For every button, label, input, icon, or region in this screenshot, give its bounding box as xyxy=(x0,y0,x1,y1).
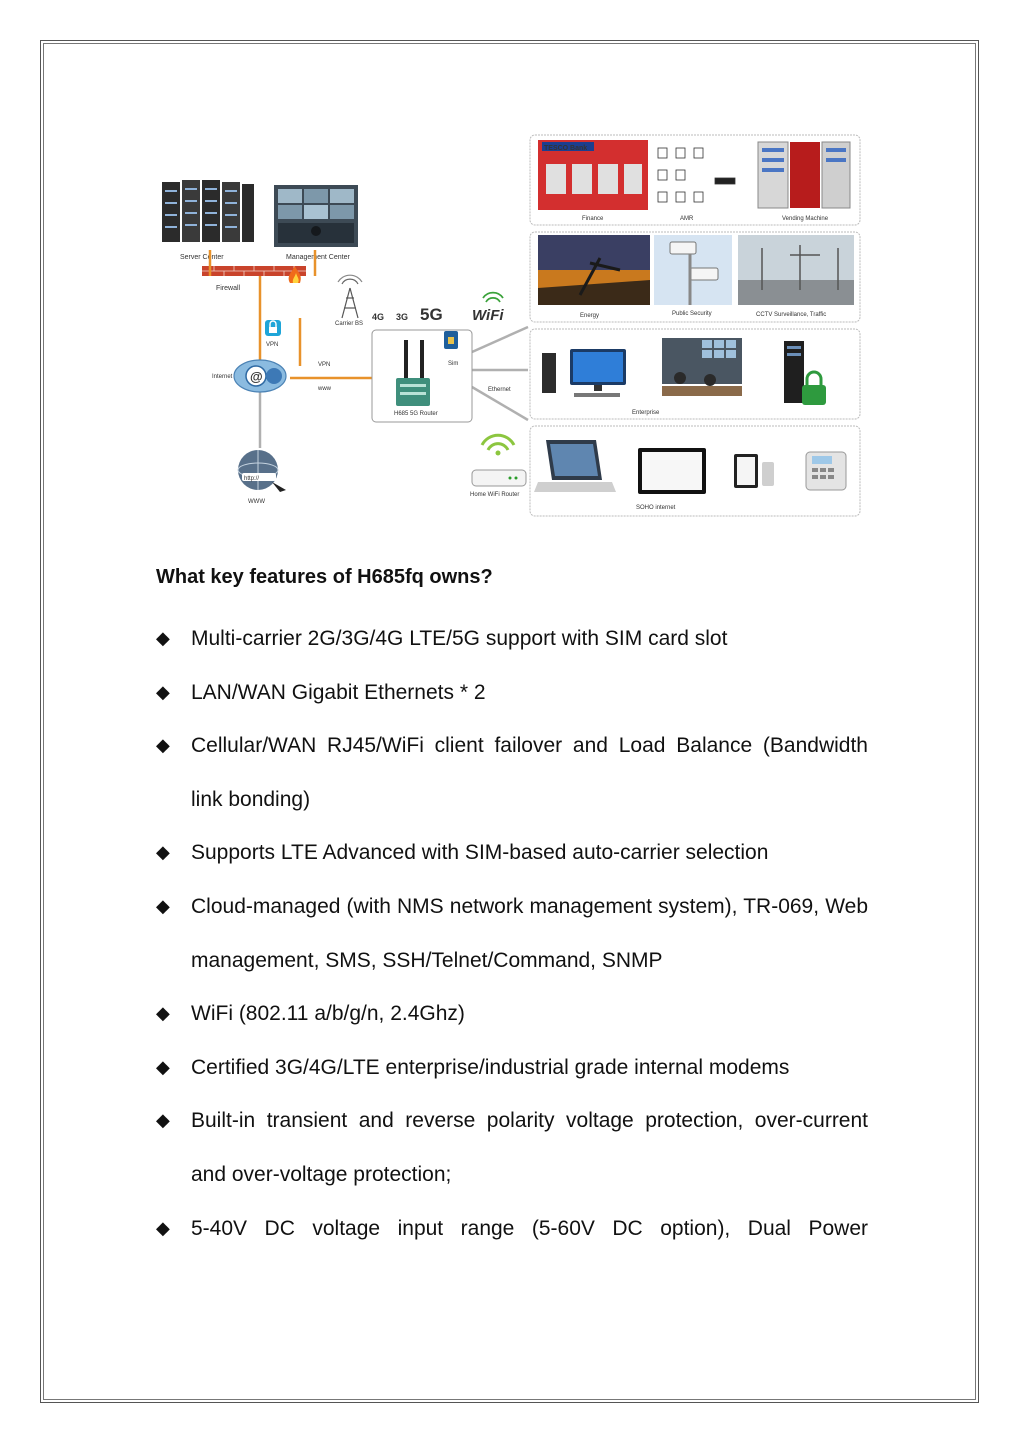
vending-machine-image xyxy=(758,142,850,208)
vpn-lock-icon xyxy=(265,320,281,336)
label-firewall: Firewall xyxy=(216,285,241,292)
feature-text: Multi-carrier 2G/3G/4G LTE/5G support with SIM card slot xyxy=(191,627,728,650)
bullet-diamond-icon: ◆ xyxy=(156,842,170,863)
feature-item xyxy=(156,1041,868,1095)
bullet-diamond-icon: ◆ xyxy=(156,1217,170,1238)
internet-globe-icon xyxy=(234,360,286,392)
panel-soho-item-0: SOHO internet xyxy=(636,505,676,511)
sim-card-icon xyxy=(444,331,458,349)
bullet-diamond-icon: ◆ xyxy=(156,1003,170,1024)
feature-item xyxy=(156,1094,868,1201)
feature-item xyxy=(156,1202,868,1256)
bullet-diamond-icon: ◆ xyxy=(156,1110,170,1131)
label-management-center: Management Center xyxy=(286,254,350,261)
feature-text: Cellular/WAN RJ45/WiFi client failover and Load Balance (Bandwidth link bonding) xyxy=(191,734,868,811)
svg-text:@: @ xyxy=(250,369,263,384)
feature-text: Built-in transient and reverse polarity voltage protection, over-current and over-voltage protection; xyxy=(191,1109,868,1186)
feature-item xyxy=(156,666,868,720)
svg-text:http://: http:// xyxy=(244,476,260,482)
feature-item xyxy=(156,987,868,1041)
soho-monitor-image xyxy=(638,448,706,494)
label-www-line: www xyxy=(318,386,331,392)
www-globe-icon xyxy=(238,450,286,492)
enterprise-office-image xyxy=(662,338,742,396)
public-security-image xyxy=(654,235,732,305)
feature-text: 5-40V DC voltage input range (5-60V DC option), Dual Power xyxy=(191,1216,868,1240)
feature-text: LAN/WAN Gigabit Ethernets * 2 xyxy=(191,680,486,704)
label-server-center: Server Center xyxy=(180,254,224,261)
wifi-badge-icon xyxy=(483,293,503,302)
feature-text: WiFi (802.11 a/b/g/n, 2.4Ghz) xyxy=(191,1002,465,1026)
management-center-image xyxy=(274,185,358,247)
feature-item xyxy=(156,719,868,826)
panel-enterprise-item-0: Enterprise xyxy=(632,410,660,416)
bullet-diamond-icon: ◆ xyxy=(156,735,170,756)
feature-item xyxy=(156,612,868,666)
badge-3g: 3G xyxy=(396,312,409,322)
feature-list xyxy=(156,612,868,1255)
badge-wifi: WiFi xyxy=(472,307,504,324)
label-carrier-bs: Carrier BS xyxy=(335,321,364,327)
network-diagram xyxy=(150,130,865,522)
features-heading: What key features of H685fq owns? xyxy=(156,566,493,588)
label-www: WWW xyxy=(248,499,265,505)
firewall-image xyxy=(202,266,306,283)
soho-phone-device-image xyxy=(806,452,846,490)
panel-finance-item-1: AMR xyxy=(680,216,694,222)
server-center-image xyxy=(162,180,254,242)
label-ethernet: Ethernet xyxy=(488,387,511,393)
home-wifi-router-image xyxy=(472,435,526,486)
panel-energy-item-1: Public Security xyxy=(672,311,712,317)
finance-image xyxy=(538,140,648,210)
carrier-tower-icon xyxy=(338,275,362,318)
feature-text: Cloud-managed (with NMS network management system), TR-069, Web management, SMS, SSH/Telnet/Command, SNMP xyxy=(191,894,868,972)
feature-item xyxy=(156,880,868,987)
bullet-diamond-icon: ◆ xyxy=(156,628,170,648)
label-vpn-line: VPN xyxy=(318,362,331,368)
bullet-diamond-icon: ◆ xyxy=(156,681,170,702)
bullet-diamond-icon: ◆ xyxy=(156,1056,170,1077)
label-home-wifi-router: Home WiFi Router xyxy=(470,492,520,498)
panel-energy-item-2: CCTV Surveillance, Traffic xyxy=(756,312,827,318)
label-vpn-top: VPN xyxy=(266,342,279,348)
energy-image xyxy=(538,235,650,305)
badge-5g: 5G xyxy=(420,305,443,324)
bullet-diamond-icon: ◆ xyxy=(156,895,170,916)
brand-text: TESCO Bank xyxy=(544,145,588,152)
cctv-surveillance-image xyxy=(738,235,854,305)
feature-text: Certified 3G/4G/LTE enterprise/industrial grade internal modems xyxy=(191,1055,790,1079)
badge-4g: 4G xyxy=(372,312,385,322)
feature-item xyxy=(156,826,868,880)
panel-energy-item-0: Energy xyxy=(580,313,600,319)
panel-finance-item-0: Finance xyxy=(582,216,604,222)
label-router: H685 5G Router xyxy=(394,411,438,417)
panel-finance-item-2: Vending Machine xyxy=(782,216,829,222)
label-sim: Sim xyxy=(448,361,459,367)
feature-text: Supports LTE Advanced with SIM-based auto-carrier selection xyxy=(191,841,769,865)
label-internet: Internet xyxy=(212,374,233,380)
